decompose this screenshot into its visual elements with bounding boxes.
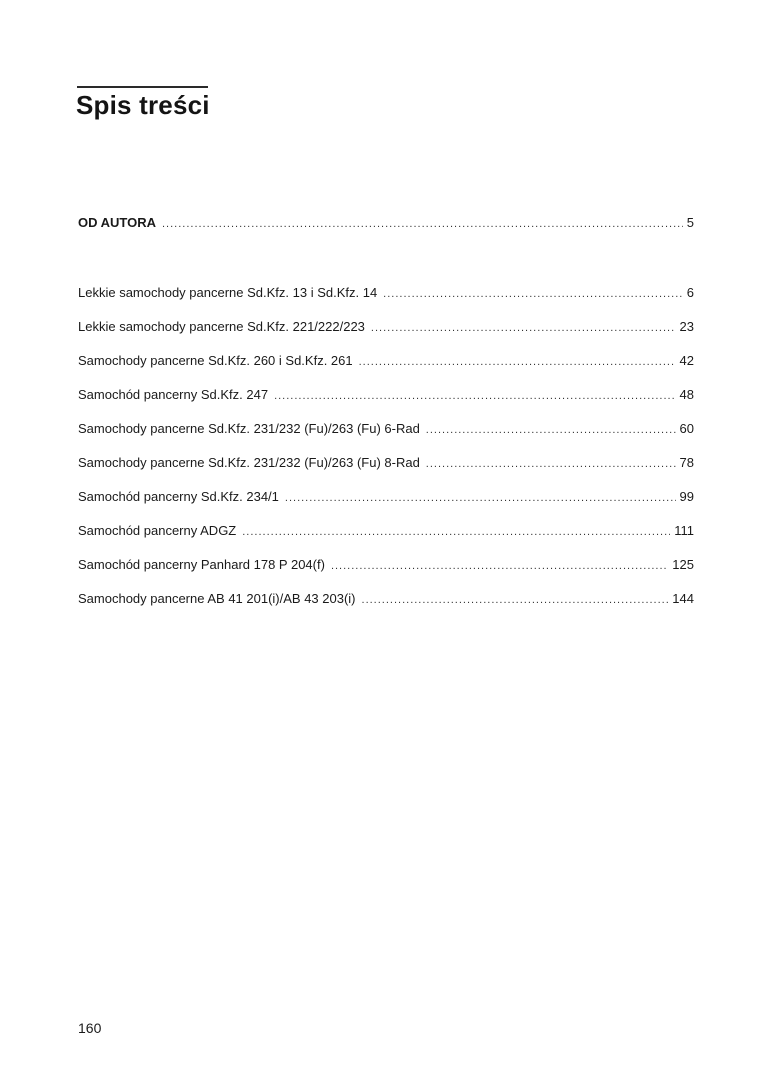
dot-leader xyxy=(242,523,670,541)
toc-entry-label: OD AUTORA xyxy=(78,215,156,230)
toc-entry-page: 144 xyxy=(672,591,694,606)
toc-entry[interactable] xyxy=(78,352,694,370)
dot-leader xyxy=(359,353,676,371)
toc-entry-page: 125 xyxy=(672,557,694,572)
dot-leader xyxy=(162,215,683,233)
toc-entry-page: 99 xyxy=(679,489,694,504)
toc-entry[interactable] xyxy=(78,556,694,574)
toc-entry-page: 48 xyxy=(679,387,694,402)
dot-leader xyxy=(426,421,676,439)
toc-entry-label: Samochód pancerny Sd.Kfz. 247 xyxy=(78,387,269,402)
toc-entry-label: Samochody pancerne Sd.Kfz. 260 i Sd.Kfz. 261 xyxy=(78,353,353,368)
toc-entry-label: Lekkie samochody pancerne Sd.Kfz. 221/222/223 xyxy=(78,319,365,334)
toc-list xyxy=(78,284,694,624)
page-title: Spis treści xyxy=(76,90,210,120)
toc-entry[interactable] xyxy=(78,488,694,506)
dot-leader xyxy=(274,387,675,405)
toc-entry[interactable] xyxy=(78,590,694,608)
toc-entry-label: Samochód pancerny Panhard 178 P 204(f) xyxy=(78,557,325,572)
toc-entry[interactable] xyxy=(78,454,694,472)
dot-leader xyxy=(371,319,676,337)
toc-entry-label: Samochód pancerny ADGZ xyxy=(78,523,237,538)
toc-entry-page: 111 xyxy=(674,523,694,538)
toc-entry-preface[interactable] xyxy=(78,214,694,232)
toc-entry[interactable] xyxy=(78,318,694,336)
dot-leader xyxy=(285,489,676,507)
toc-preface xyxy=(78,214,694,232)
dot-leader xyxy=(426,455,676,473)
toc-entry-label: Samochody pancerne Sd.Kfz. 231/232 (Fu)/263 (Fu) 6-Rad xyxy=(78,421,420,436)
toc-entry-label: Samochody pancerne Sd.Kfz. 231/232 (Fu)/263 (Fu) 8-Rad xyxy=(78,455,420,470)
toc-entry-label: Lekkie samochody pancerne Sd.Kfz. 13 i Sd.Kfz. 14 xyxy=(78,285,378,300)
toc-entry-label: Samochód pancerny Sd.Kfz. 234/1 xyxy=(78,489,279,504)
dot-leader xyxy=(383,285,683,303)
toc-entry-page: 42 xyxy=(679,353,694,368)
toc-entry[interactable] xyxy=(78,284,694,302)
dot-leader xyxy=(331,557,668,575)
page-number: 160 xyxy=(78,1020,102,1036)
toc-entry-page: 6 xyxy=(686,285,694,300)
toc-entry[interactable] xyxy=(78,420,694,438)
dot-leader xyxy=(362,591,669,609)
toc-entry[interactable] xyxy=(78,386,694,404)
toc-entry-page: 60 xyxy=(679,421,694,436)
toc-entry-page: 78 xyxy=(679,455,694,470)
toc-entry-label: Samochody pancerne AB 41 201(i)/AB 43 203(i) xyxy=(78,591,356,606)
toc-entry-page: 23 xyxy=(679,319,694,334)
toc-entry-page: 5 xyxy=(686,215,694,230)
toc-entry[interactable] xyxy=(78,522,694,540)
